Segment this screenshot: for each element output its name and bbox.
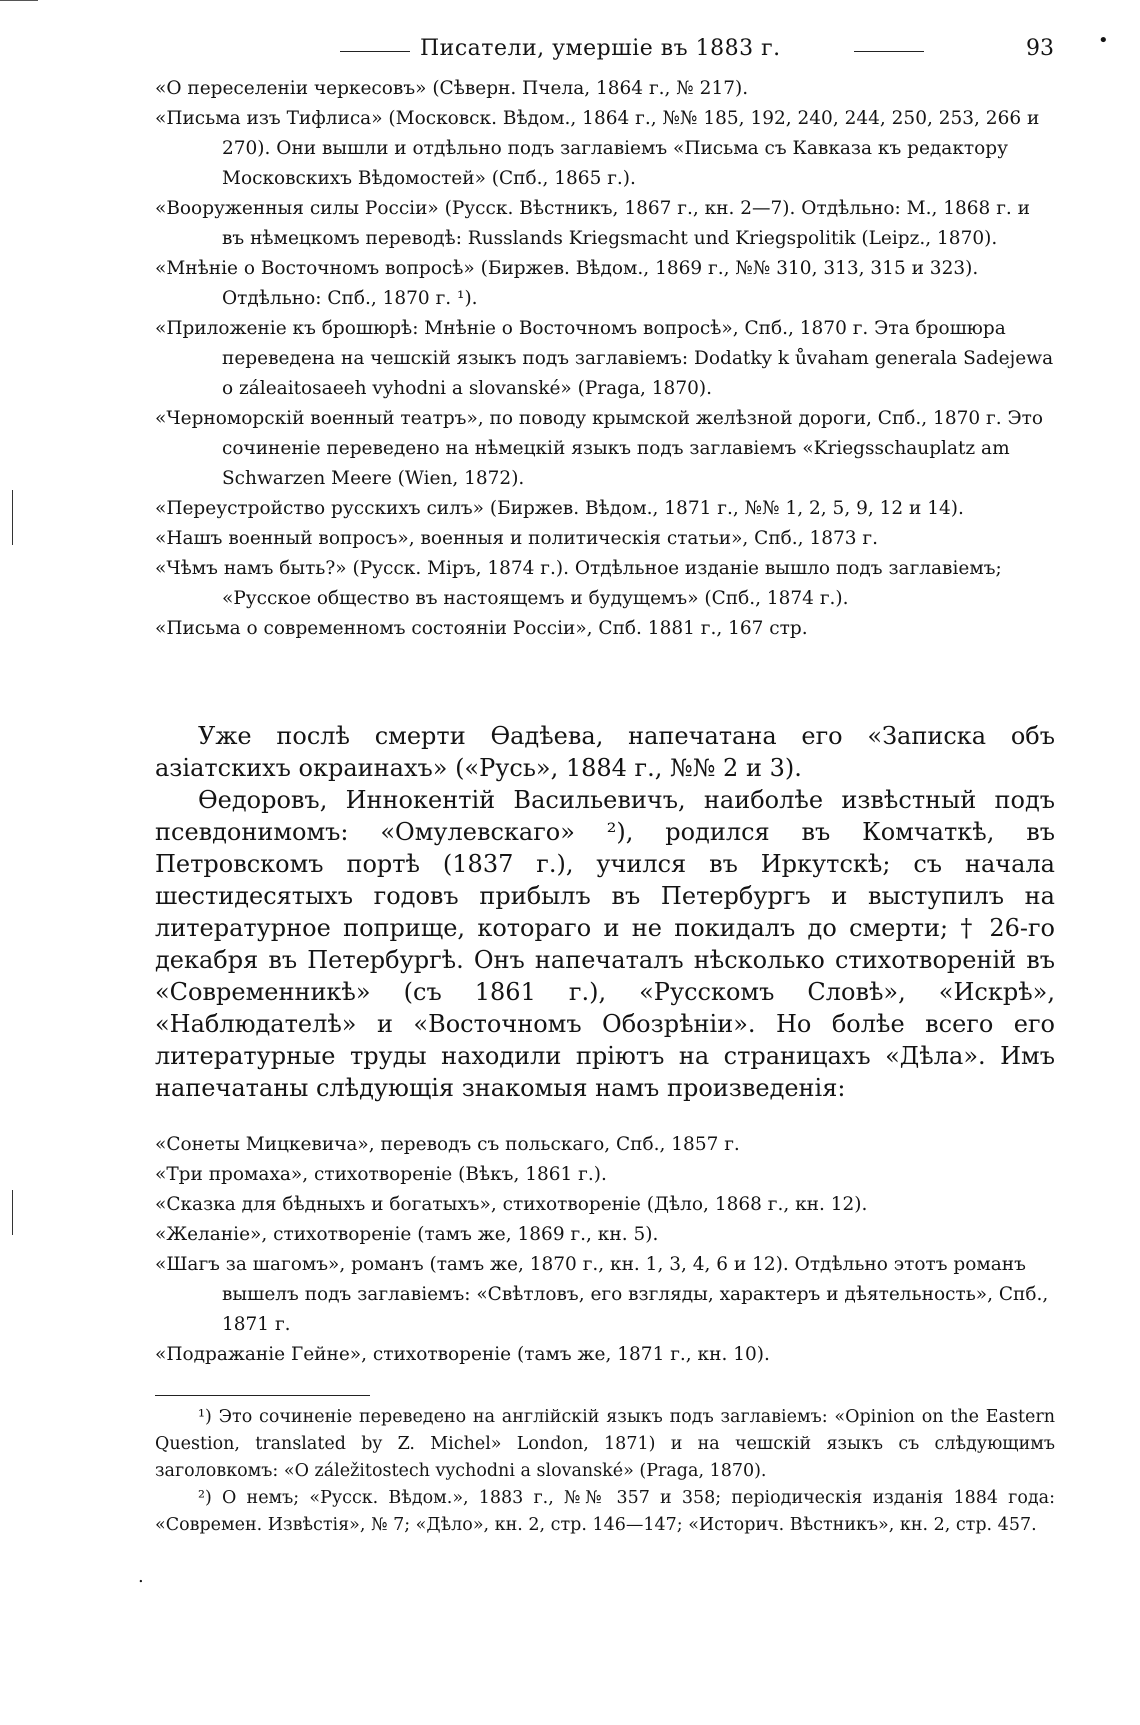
bibliography-entry: «Сонеты Мицкевича», переводъ съ польскаго, Спб., 1857 г. [155, 1134, 740, 1155]
paragraph-fadeev-note: Уже послѣ смерти Ѳадѣева, напечатана его «Записка объ азіатскихъ окраинахъ» («Русь», 1884 г., №№ 2 и 3). [155, 722, 1055, 782]
header-rule-right [854, 51, 924, 52]
bibliography-list-2 [155, 1130, 1055, 1370]
bibliography-entry: «Письма о современномъ состояніи Россіи», Спб. 1881 г., 167 стр. [155, 618, 808, 639]
scan-dot-mark: . [138, 1566, 144, 1587]
bibliography-entry: «Нашъ военный вопросъ», военныя и политическія статьи», Спб., 1873 г. [155, 528, 878, 549]
bibliography-entry: «Мнѣніе о Восточномъ вопросѣ» (Биржев. Вѣдом., 1869 г., №№ 310, 313, 315 и 323). Отдѣльно: Спб., 1870 г. ¹). [155, 258, 979, 309]
scan-margin-line [12, 490, 13, 545]
footnote-1: ¹) Это сочиненіе переведено на англійскій языкъ подъ заглавіемъ: «Opinion on the Eastern Question, translated by Z. Michel» London, 1871) и на чешскій языкъ съ слѣдующимъ заголовкомъ: «O záležitostech vychodni a slovanské» (Praga, 1870). [155, 1407, 1055, 1481]
paragraph-fedorov-biography: Ѳедоровъ, Иннокентій Васильевичъ, наиболѣе извѣстный подъ псевдонимомъ: «Омулевскаго» ²), родился въ Комчаткѣ, въ Петровскомъ портѣ (1837 г.), учился въ Иркутскѣ; съ начала шестидесятыхъ годовъ прибылъ въ Петербургъ и выступилъ на литературное поприще, котораго и не покидалъ до смерти; † 26-го декабря въ Петербургѣ. Онъ напечаталъ нѣсколько стихотвореній въ «Современникѣ» (съ 1861 г.), «Русскомъ Словѣ», «Искрѣ», «Наблюдателѣ» и «Восточномъ Обозрѣніи». Но болѣе всего его литературные труды находили пріютъ на страницахъ «Дѣла». Имъ напечатаны слѣдующія знакомыя намъ произведенія: [155, 786, 1055, 1102]
bibliography-entry: «Чѣмъ намъ быть?» (Русск. Міръ, 1874 г.). Отдѣльное изданіе вышло подъ заглавіемъ; «Русское общество въ настоящемъ и будущемъ» (Спб., 1874 г.). [155, 558, 1002, 609]
scan-corner-mark [0, 0, 38, 1]
footnote-2: ²) О немъ; «Русск. Вѣдом.», 1883 г., №№ 357 и 358; періодическія изданія 1884 года: «Современ. Извѣстія», № 7; «Дѣло», кн. 2, стр. 146—147; «Историч. Вѣстникъ», кн. 2, стр. 457. [155, 1488, 1055, 1535]
bibliography-entry: «Вооруженныя силы Россіи» (Русск. Вѣстникъ, 1867 г., кн. 2—7). Отдѣльно: М., 1868 г. и въ нѣмецкомъ переводѣ: Russlands Kriegsmacht und Kriegspolitik (Leipz., 1870). [155, 198, 1030, 249]
running-header [130, 36, 1054, 66]
bibliography-entry: «Три промаха», стихотвореніе (Вѣкъ, 1861 г.). [155, 1164, 607, 1185]
bibliography-entry: «О переселеніи черкесовъ» (Сѣверн. Пчела, 1864 г., № 217). [155, 78, 749, 99]
bibliography-list-1 [155, 74, 1055, 644]
bibliography-entry: «Шагъ за шагомъ», романъ (тамъ же, 1870 г., кн. 1, 3, 4, 6 и 12). Отдѣльно этотъ романъ вышелъ подъ заглавіемъ: «Свѣтловъ, его взгляды, характеръ и дѣятельность», Спб., 1871 г. [155, 1254, 1049, 1335]
footnote-separator [155, 1395, 370, 1396]
bibliography-entry: «Письма изъ Тифлиса» (Московск. Вѣдом., 1864 г., №№ 185, 192, 240, 244, 250, 253, 266 и 270). Они вышли и отдѣльно подъ заглавіемъ «Письма съ Кавказа къ редактору Московскихъ Вѣдомостей» (Спб., 1865 г.). [155, 108, 1040, 189]
main-text [155, 720, 1055, 1104]
bibliography-entry: «Желаніе», стихотвореніе (тамъ же, 1869 г., кн. 5). [155, 1224, 659, 1245]
footnotes [155, 1404, 1055, 1539]
header-rule-left [340, 51, 410, 52]
running-title: Писатели, умершіе въ 1883 г. [420, 36, 781, 61]
page-number: 93 [1026, 36, 1054, 61]
bibliography-entry: «Переустройство русскихъ силъ» (Биржев. Вѣдом., 1871 г., №№ 1, 2, 5, 9, 12 и 14). [155, 498, 964, 519]
bibliography-entry: «Приложеніе къ брошюрѣ: Мнѣніе о Восточномъ вопросѣ», Спб., 1870 г. Эта брошюра переведена на чешскій языкъ подъ заглавіемъ: Dodatky k ůvaham generala Sadejewa o záleaitosaeeh vyhodni a slovanské» (Praga, 1870). [155, 318, 1054, 399]
scan-dot-mark: • [1098, 30, 1109, 51]
bibliography-entry: «Черноморскій военный театръ», по поводу крымской желѣзной дороги, Спб., 1870 г. Это сочиненіе переведено на нѣмецкій языкъ подъ заглавіемъ «Kriegsschauplatz am Schwarzen Meere (Wien, 1872). [155, 408, 1043, 489]
scan-margin-line [12, 1190, 13, 1235]
bibliography-entry: «Подражаніе Гейне», стихотвореніе (тамъ же, 1871 г., кн. 10). [155, 1344, 770, 1365]
bibliography-entry: «Сказка для бѣдныхъ и богатыхъ», стихотвореніе (Дѣло, 1868 г., кн. 12). [155, 1194, 868, 1215]
